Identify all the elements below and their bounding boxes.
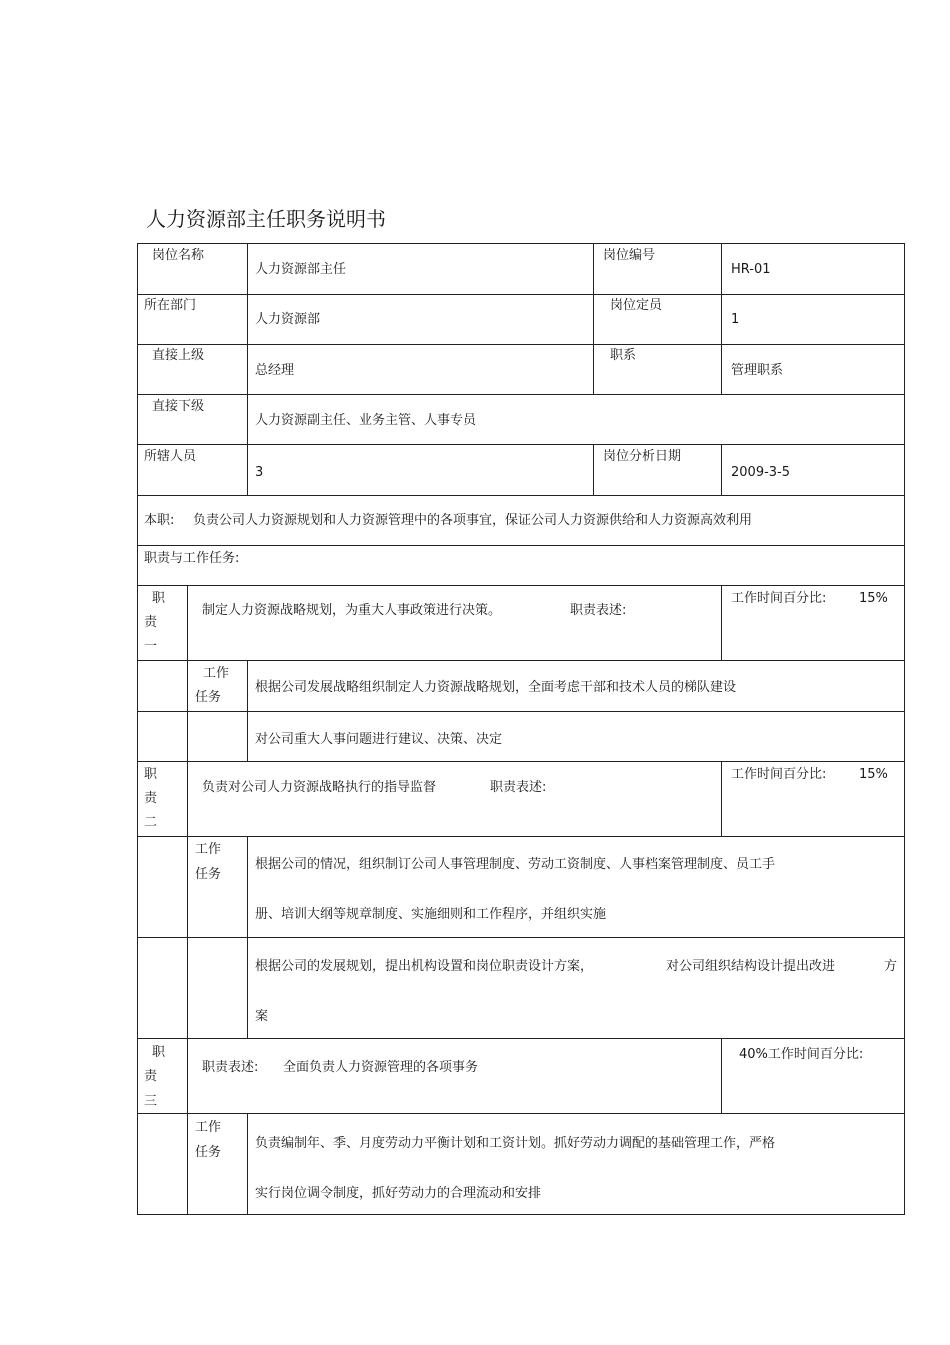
duty3-task-1-line2: 实行岗位调令制度，抓好劳动力的合理流动和安排 [255, 1186, 542, 1201]
table-rule [137, 1113, 905, 1114]
table-rule [721, 243, 722, 394]
duty1-char1: 职 [152, 591, 166, 606]
duty3-char3: 三 [144, 1094, 158, 1109]
duty2-task-1-line2: 册、培训大纲等规章制度、实施细则和工作程序，并组织实施 [255, 907, 607, 922]
duty2-char3: 二 [144, 815, 158, 830]
table-rule [137, 243, 138, 1215]
table-rule [721, 444, 722, 495]
duty2-char2: 责 [144, 791, 158, 806]
value-subordinates: 人力资源副主任、业务主管、人事专员 [255, 413, 477, 428]
duty1-pct-label: 工作时间百分比: [731, 591, 827, 606]
duty2-pct-label: 工作时间百分比: [731, 767, 827, 782]
duty3-char1: 职 [152, 1045, 166, 1060]
table-rule [137, 937, 905, 938]
duty3-pct: 40%工作时间百分比: [739, 1047, 864, 1062]
table-rule [137, 545, 905, 546]
duty1-task-label-1: 工作 [203, 666, 230, 681]
duty2-task-2-line1b: 对公司组织结构设计提出改进 [666, 959, 836, 974]
duty2-pct: 15% [859, 767, 888, 782]
table-rule [247, 1113, 248, 1215]
table-rule [137, 243, 905, 244]
page-title: 人力资源部主任职务说明书 [146, 207, 386, 231]
duty3-desc-label: 职责表述: [202, 1060, 259, 1075]
duty2-task-label-1: 工作 [195, 842, 222, 857]
duty1-char2: 责 [144, 615, 158, 630]
label-analysis-date: 岗位分析日期 [603, 449, 682, 464]
table-rule [137, 660, 905, 661]
duty2-char1: 职 [144, 767, 158, 782]
label-job-family: 职系 [610, 348, 637, 363]
label-staff-count: 所辖人员 [144, 449, 197, 464]
value-position-name: 人力资源部主任 [255, 262, 347, 277]
table-rule [137, 394, 905, 395]
value-headcount: 1 [731, 312, 740, 327]
table-rule [721, 1038, 722, 1113]
duty1-task-label-2: 任务 [195, 690, 222, 705]
label-department: 所在部门 [144, 298, 197, 313]
table-rule [137, 761, 905, 762]
value-core-duty: 负责公司人力资源规划和人力资源管理中的各项事宜，保证公司人力资源供给和人力资源高效利用 [193, 513, 753, 528]
duty3-text: 全面负责人力资源管理的各项事务 [283, 1060, 479, 1075]
value-superior: 总经理 [255, 363, 295, 378]
table-rule [247, 836, 248, 1038]
table-rule [247, 243, 248, 495]
duty1-text: 制定人力资源战略规划，为重大人事政策进行决策。 [202, 603, 502, 618]
duty2-task-label-2: 任务 [195, 867, 222, 882]
table-rule [137, 836, 905, 837]
table-rule [187, 585, 188, 761]
duty1-task-1: 根据公司发展战略组织制定人力资源战略规划，全面考虑干部和技术人员的梯队建设 [255, 680, 737, 695]
table-rule [137, 294, 905, 295]
duty3-char2: 责 [144, 1069, 158, 1084]
duty1-pct: 15% [859, 591, 888, 606]
value-analysis-date: 2009-3-5 [731, 465, 791, 480]
table-rule [137, 495, 905, 496]
value-department: 人力资源部 [255, 312, 321, 327]
label-position-name: 岗位名称 [152, 248, 205, 263]
duty2-task-1-line1: 根据公司的情况，组织制订公司人事管理制度、劳动工资制度、人事档案管理制度、员工手 [255, 857, 776, 872]
table-rule [137, 1214, 905, 1215]
duties-header: 职责与工作任务: [144, 551, 240, 566]
label-subordinates: 直接下级 [152, 399, 205, 414]
table-rule [187, 1038, 188, 1215]
label-core-duty: 本职: [144, 513, 175, 528]
duty3-task-1-line1: 负责编制年、季、月度劳动力平衡计划和工资计划。抓好劳动力调配的基础管理工作，严格 [255, 1136, 776, 1151]
table-rule [137, 711, 905, 712]
duty2-desc-label: 职责表述: [490, 780, 547, 795]
table-rule [721, 761, 722, 836]
label-superior: 直接上级 [152, 348, 205, 363]
duty1-task-2: 对公司重大人事问题进行建议、决策、决定 [255, 732, 503, 747]
table-rule [137, 344, 905, 345]
value-position-code: HR-01 [731, 262, 771, 277]
table-rule [904, 243, 905, 1215]
table-rule [137, 585, 905, 586]
table-rule [593, 444, 594, 495]
duty1-desc-label: 职责表述: [570, 603, 627, 618]
table-rule [187, 761, 188, 1038]
duty2-task-2-line1c: 方 [884, 959, 898, 974]
duty2-task-2-line1: 根据公司的发展规划，提出机构设置和岗位职责设计方案， [255, 959, 594, 974]
table-rule [137, 1038, 905, 1039]
table-rule [137, 444, 905, 445]
value-job-family: 管理职系 [731, 363, 784, 378]
duty2-task-2-line2: 案 [255, 1009, 269, 1024]
table-rule [593, 243, 594, 394]
value-staff-count: 3 [255, 465, 264, 480]
label-headcount: 岗位定员 [610, 298, 663, 313]
duty2-text: 负责对公司人力资源战略执行的指导监督 [202, 780, 437, 795]
table-rule [247, 660, 248, 761]
table-rule [721, 585, 722, 660]
label-position-code: 岗位编号 [603, 248, 656, 263]
duty3-task-label-2: 任务 [195, 1145, 222, 1160]
duty3-task-label-1: 工作 [195, 1120, 222, 1135]
duty1-char3: 一 [144, 639, 158, 654]
